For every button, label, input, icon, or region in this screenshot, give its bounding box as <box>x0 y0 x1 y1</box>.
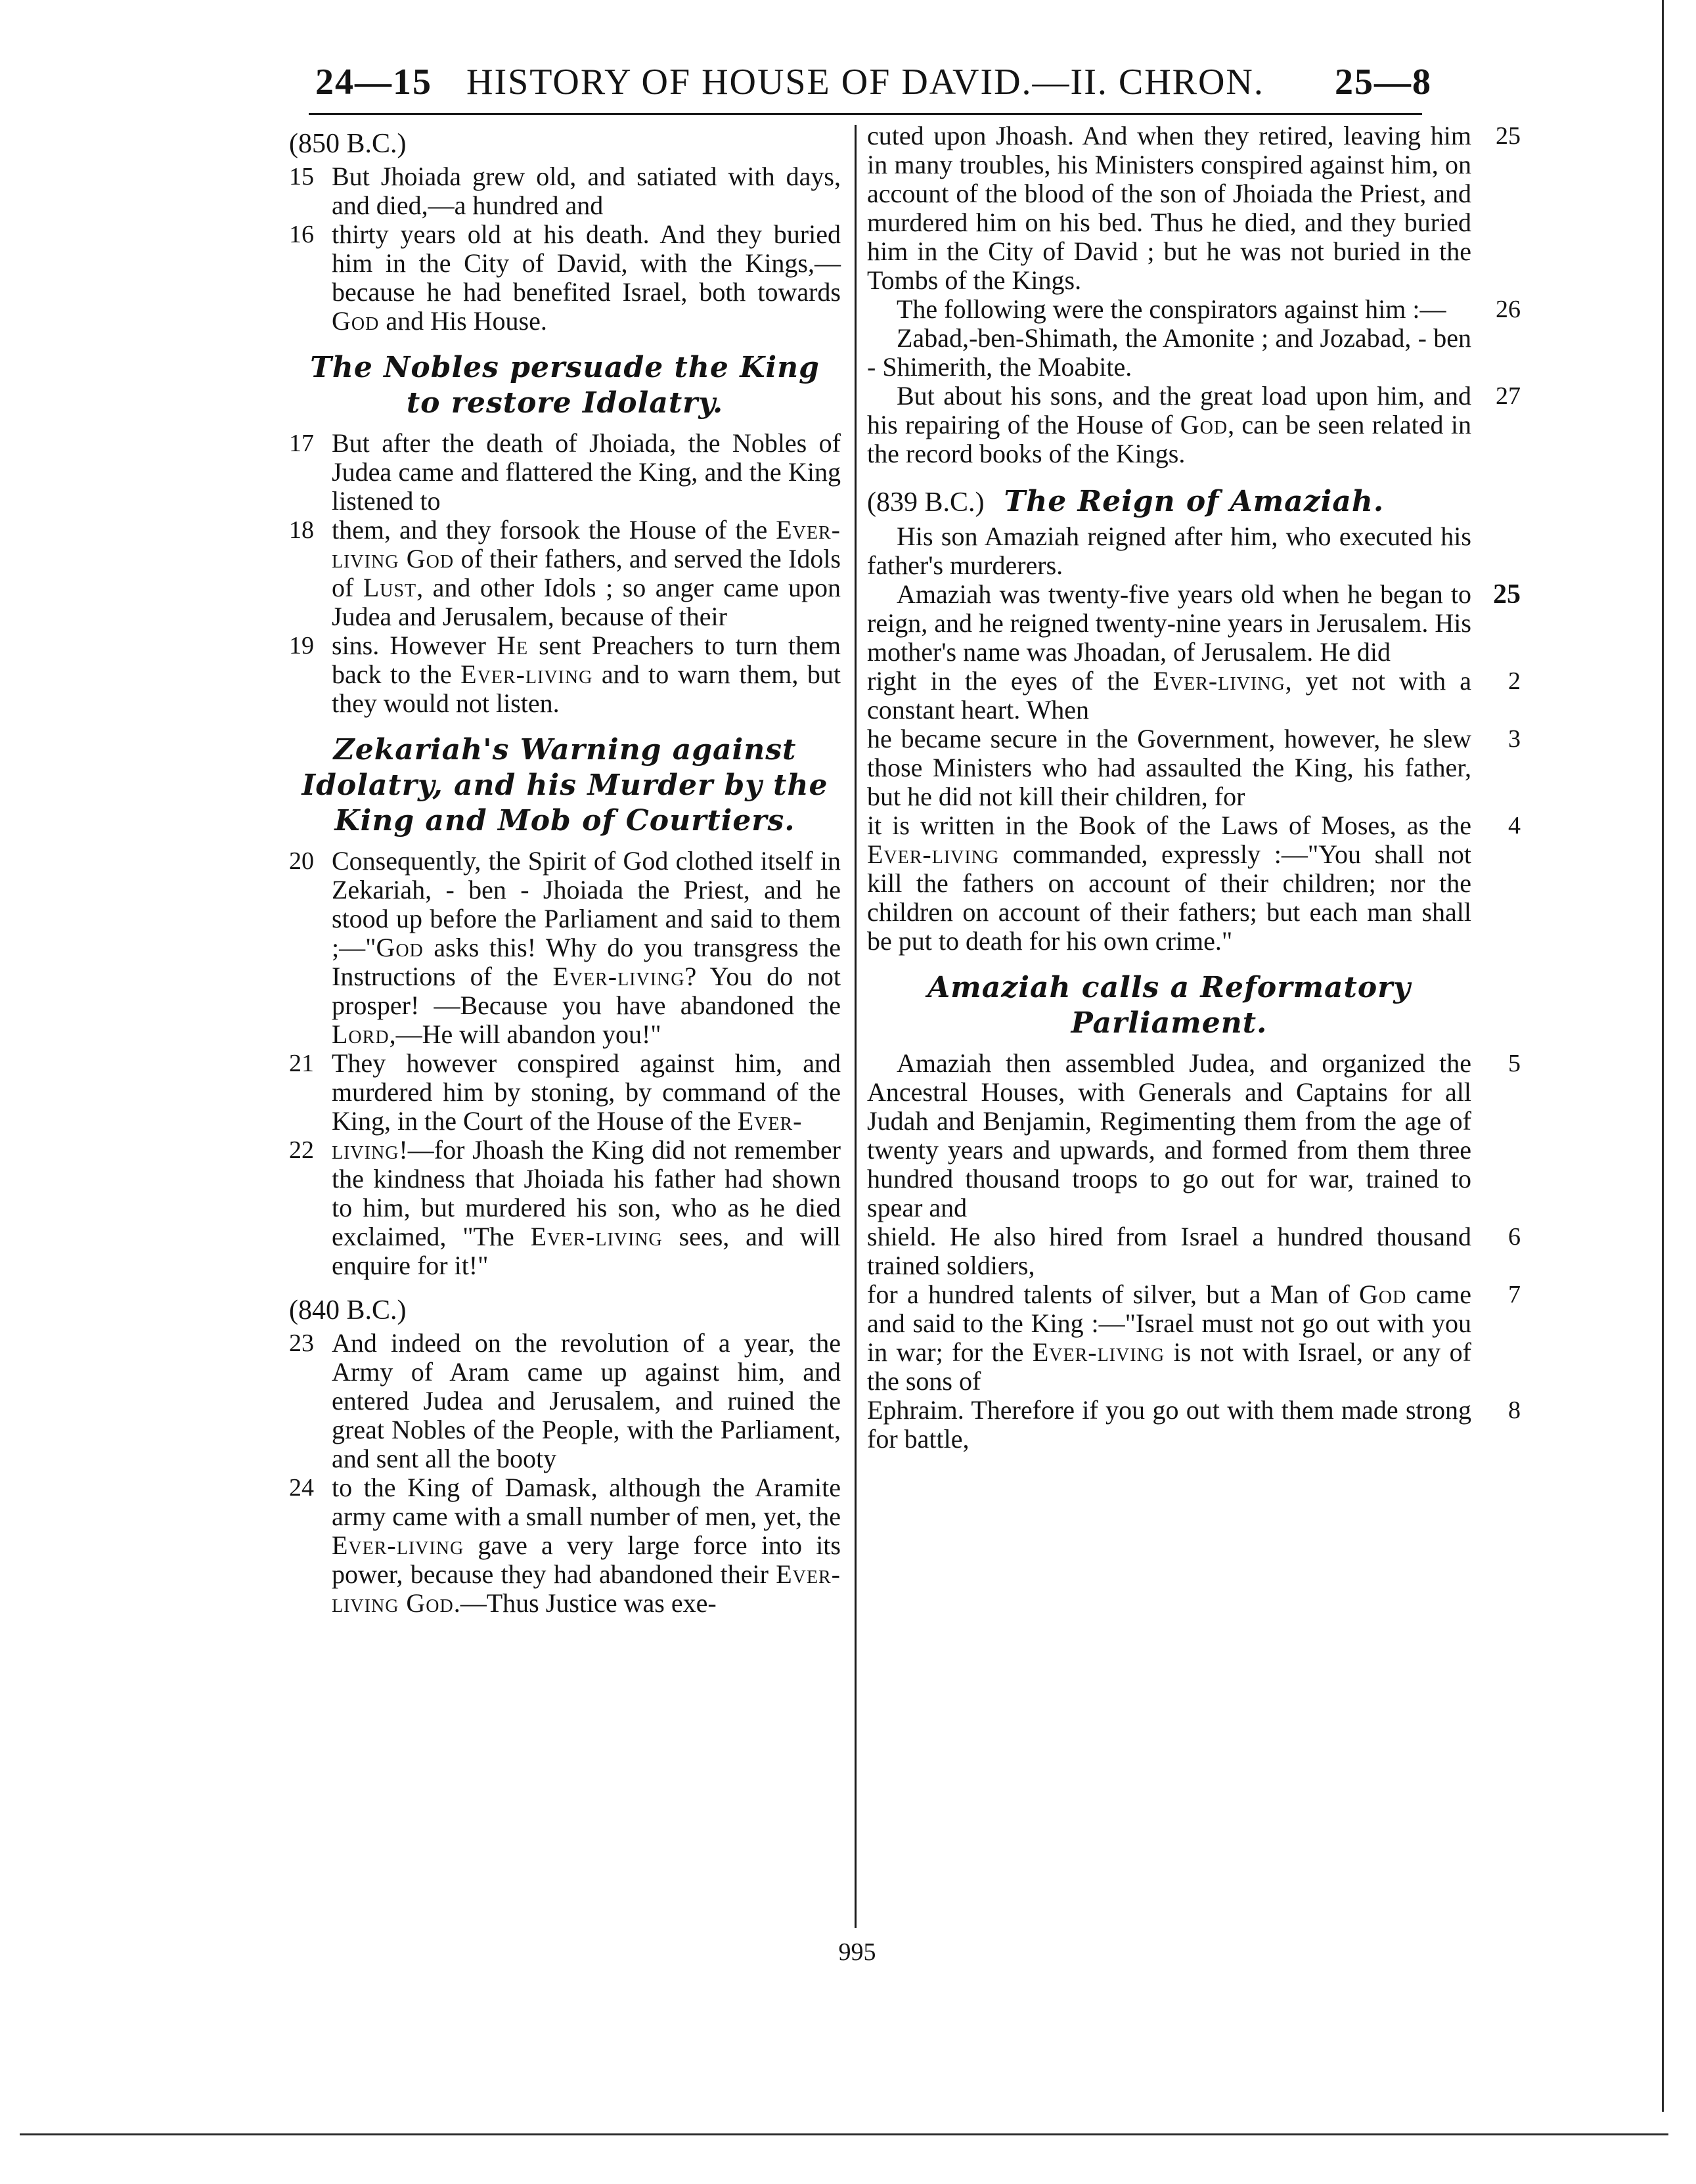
verse-22 <box>289 1136 841 1280</box>
verse-number: 24 <box>289 1474 314 1502</box>
text-run: of their fathers, and served the Idols of <box>332 544 841 602</box>
verse-number: 21 <box>289 1050 314 1077</box>
verse-text <box>332 1329 841 1473</box>
verse-number: 19 <box>289 632 314 659</box>
page-number: 995 <box>838 1938 876 1966</box>
verse-26 <box>867 294 1521 382</box>
verse-20 <box>289 847 841 1049</box>
verse-text <box>867 122 1471 295</box>
text-run: gave a very large force into its power, because they had abandoned their <box>332 1530 841 1589</box>
text-run: right in the eyes of the <box>867 666 1153 696</box>
verse-text <box>867 811 1471 956</box>
text-run: His son Amaziah reigned after him, who executed his father's murderers. <box>867 522 1471 580</box>
date-839: (839 B.C.) <box>867 487 985 518</box>
date-850: (850 B.C.) <box>289 129 407 159</box>
text-run: But after the death of Jhoiada, the Nobles of Judea came and flattered the King, and the King listened to <box>332 428 841 516</box>
text-run: shield. He also hired from Israel a hundred thousand trained soldiers, <box>867 1222 1471 1280</box>
verse-4 <box>867 811 1521 956</box>
text-run: commanded, expressly :—"You shall not kill the fathers on account of their children; nor the children on account of their fathers; but each man shall be put to death for his own crime." <box>867 839 1471 956</box>
page-edge-bottom <box>20 2133 1668 2135</box>
verse-text <box>332 516 841 631</box>
verse-text <box>867 382 1471 468</box>
verse-number: 26 <box>1496 296 1521 323</box>
text-run: .—Thus Justice was exe- <box>453 1588 717 1618</box>
verse-24-continued <box>867 121 1521 295</box>
divine-name: Ever-living <box>1032 1337 1165 1367</box>
chapter-number: 25 <box>1493 579 1521 610</box>
divine-name: living <box>332 1135 399 1165</box>
divine-name: Ever-living <box>1153 666 1285 696</box>
verse-number: 8 <box>1508 1396 1521 1424</box>
text-run: Amaziah then assembled Judea, and organized the Ancestral Houses, with Generals and Captains for all Judah and Benjamin, Regimenting them from the age of twenty years and upwards, and formed from them three hundred thousand troops to go out for war, trained to spear and <box>867 1048 1471 1222</box>
verse-number: 6 <box>1508 1223 1521 1251</box>
divine-name: Ever-living <box>552 962 685 991</box>
verse-number: 17 <box>289 430 314 457</box>
date-840: (840 B.C.) <box>289 1295 407 1326</box>
verse-number: 23 <box>289 1329 314 1357</box>
reign-heading-row <box>867 484 1471 520</box>
reign-intro <box>867 522 1471 580</box>
divine-name: Ever-living God <box>332 515 841 573</box>
verse-text <box>867 522 1471 580</box>
verse-number: 5 <box>1508 1050 1521 1077</box>
verse-number: 27 <box>1496 382 1521 410</box>
text-run: it is written in the Book of the Laws of Moses, as the <box>867 811 1471 840</box>
verse-number: 4 <box>1508 812 1521 839</box>
verse-number: 16 <box>289 221 314 248</box>
verse-16 <box>289 220 841 336</box>
verse-text <box>332 1136 841 1280</box>
page-edge-right <box>1662 0 1664 2112</box>
divine-name: God <box>376 933 424 962</box>
verse-text <box>867 580 1471 667</box>
divine-name: Ever- <box>737 1106 803 1136</box>
header-title: HISTORY OF HOUSE OF DAVID.—II. CHRON. <box>466 62 1264 102</box>
column-rule <box>855 125 857 1928</box>
section-heading-nobles: The Nobles persuade the King to restore Idolatry. <box>310 351 820 420</box>
verse-24 <box>289 1473 841 1618</box>
verse-7 <box>867 1280 1521 1396</box>
verse-text <box>867 724 1471 811</box>
verse-text <box>332 429 841 516</box>
text-run: thirty years old at his death. And they buried him in the City of David, with the Kings,—because he had benefited Israel, both towards <box>332 219 841 307</box>
verse-3 <box>867 724 1521 811</box>
text-run: ,—He will abandon you!" <box>389 1019 661 1049</box>
header-rule <box>309 113 1422 115</box>
divine-name: Ever-living <box>332 1530 464 1560</box>
text-run: to the King of Damask, although the Aramite army came with a small number of men, yet, the <box>332 1473 841 1531</box>
text-run: ? You do not prosper! —Because you have abandoned the <box>332 962 841 1020</box>
text-run: came and said to the King :—"Israel must not go out with you in war; for the <box>867 1280 1472 1367</box>
text-run: Ephraim. Therefore if you go out with them made strong for battle, <box>867 1395 1471 1454</box>
verse-text <box>332 1049 841 1136</box>
verse-number: 2 <box>1508 667 1521 695</box>
section-heading-zekariah: Zekariah's Warning against Idolatry, and his Murder by the King and Mob of Courtiers. <box>301 733 828 837</box>
verse-number: 22 <box>289 1136 314 1164</box>
chapter-25-verse-1 <box>867 579 1521 667</box>
verse-text <box>332 1473 841 1618</box>
divine-name: Ever-living <box>867 839 1000 869</box>
verse-21 <box>289 1049 841 1136</box>
verse-number: 3 <box>1508 725 1521 753</box>
divine-name: Ever-living God <box>332 1559 841 1618</box>
verse-text <box>867 1222 1471 1280</box>
divine-name: God <box>1359 1280 1407 1309</box>
verse-18 <box>289 516 841 631</box>
text-run: is not with Israel, or any of the sons of <box>867 1337 1471 1396</box>
text-run: Zabad,-ben-Shimath, the Amonite ; and Jozabad, - ben - Shimerith, the Moabite. <box>867 323 1471 382</box>
header-right-ref: 25—8 <box>1335 62 1432 102</box>
verse-6 <box>867 1222 1521 1280</box>
verse-number: 7 <box>1508 1281 1521 1308</box>
verse-8 <box>867 1395 1521 1454</box>
text-run: sins. However <box>332 631 497 660</box>
divine-name: Ever-living <box>460 659 593 689</box>
text-run: , and other Idols ; so anger came upon Judea and Jerusalem, because of their <box>332 573 841 631</box>
text-run: , can be seen related in the record books of the Kings. <box>867 410 1471 468</box>
divine-name: God <box>1180 410 1228 439</box>
text-run: sent Preachers to turn them back to the <box>332 631 841 689</box>
verse-23 <box>289 1329 841 1473</box>
verse-5 <box>867 1048 1521 1222</box>
verse-text <box>332 162 841 220</box>
verse-17 <box>289 429 841 516</box>
verse-15 <box>289 162 841 220</box>
text-run: Consequently, the Spirit of God clothed itself in Zekariah, - ben - Jhoiada the Priest, and he stood up before the Parliament and said to them ;—" <box>332 846 841 962</box>
verse-27 <box>867 381 1521 468</box>
text-run: asks this! Why do you transgress the Instructions of the <box>332 933 841 991</box>
left-column <box>289 122 841 1618</box>
text-run: cuted upon Jhoash. And when they retired, leaving him in many troubles, his Ministers conspired against him, on account of the blood of the son of Jhoiada the Priest, and murdered him on his bed. Thus he died, and they buried him in the City of David ; but he was not buried in the Tombs of the Kings. <box>867 121 1471 295</box>
verse-text <box>332 631 841 718</box>
verse-text <box>867 667 1471 724</box>
verse-text <box>867 1049 1471 1222</box>
small-caps-word: Lust <box>363 573 417 602</box>
conspirator-names <box>867 324 1471 382</box>
verse-text <box>867 1396 1471 1454</box>
text-run: , yet not with a constant heart. When <box>867 666 1471 724</box>
verse-number: 18 <box>289 516 314 544</box>
text-run: Amaziah was twenty-five years old when he began to reign, and he reigned twenty-nine years in Jerusalem. His mother's name was Jhoadan, of Jerusalem. He did <box>867 579 1471 667</box>
section-heading-reign: The Reign of Amaziah. <box>1004 485 1385 518</box>
text-run: and to warn them, but they would not listen. <box>332 659 841 718</box>
verse-number: 25 <box>1496 122 1521 150</box>
text-run: They however conspired against him, and murdered him by stoning, by command of the King, in the Court of the House of the <box>332 1048 841 1136</box>
header-left-ref: 24—15 <box>315 62 432 102</box>
verse-text <box>867 1280 1471 1396</box>
text-run: he became secure in the Government, however, he slew those Ministers who had assaulted the King, his father, but he did not kill their children, for <box>867 724 1471 811</box>
text-run: But about his sons, and the great load upon him, and his repairing of the House of <box>867 381 1471 439</box>
divine-name: Ever-living <box>530 1222 663 1251</box>
text-run: And indeed on the revolution of a year, the Army of Aram came up against him, and entered Judea and Jerusalem, and ruined the great Nobles of the People, with the Parliament, and sent all the booty <box>332 1328 841 1473</box>
text-run: !—for Jhoash the King did not remember the kindness that Jhoiada his father had shown to him, but murdered his son, who as he died exclaimed, "The <box>332 1135 841 1251</box>
text-run: them, and they forsook the House of the <box>332 515 776 545</box>
text-run: The following were the conspirators against him :— <box>897 294 1446 324</box>
divine-name: Lord <box>332 1019 390 1049</box>
verse-text <box>332 847 841 1049</box>
text-run: and His House. <box>379 306 547 336</box>
verse-text <box>867 295 1471 324</box>
divine-name: God <box>332 306 380 336</box>
verse-2 <box>867 666 1521 724</box>
verse-number: 20 <box>289 847 314 875</box>
divine-name: He <box>497 631 529 660</box>
text-run: sees, and will enquire for it!" <box>332 1222 841 1280</box>
verse-19 <box>289 631 841 718</box>
text-run: for a hundred talents of silver, but a Man of <box>867 1280 1359 1309</box>
running-head <box>315 53 1432 112</box>
verse-number: 15 <box>289 163 314 190</box>
section-heading-reformatory: Amaziah calls a Reformatory Parliament. <box>927 971 1411 1040</box>
verse-text <box>332 220 841 336</box>
text-run: But Jhoiada grew old, and satiated with days, and died,—a hundred and <box>332 162 841 220</box>
right-column <box>867 121 1521 1454</box>
